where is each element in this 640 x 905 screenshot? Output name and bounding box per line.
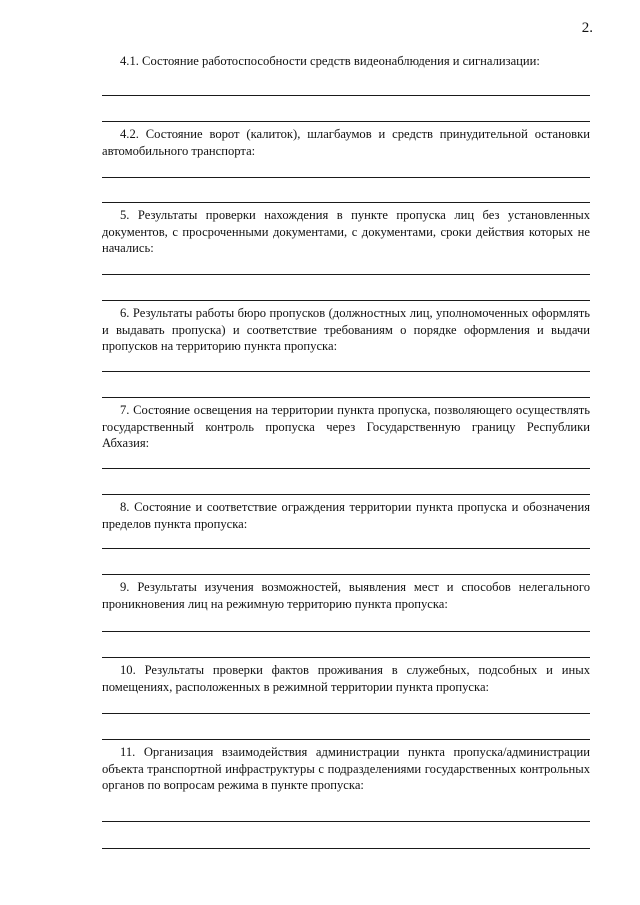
answer-line <box>102 848 590 849</box>
section-5 <box>102 207 590 257</box>
section-text: 4.1. Состояние работоспособности средств видеонаблюдения и сигнализации: <box>120 54 540 68</box>
answer-line <box>102 739 590 740</box>
section-4-2 <box>102 126 590 159</box>
section-4-1 <box>102 53 590 70</box>
answer-line <box>102 371 590 372</box>
section-text: 6. Результаты работы бюро пропусков (должностных лиц, уполномоченных оформлять и выдавать пропуска) и соответствие требованиям о порядке оформления и выдачи пропусков на территорию пункта пропуска: <box>102 306 590 353</box>
answer-line <box>102 300 590 301</box>
answer-line <box>102 121 590 122</box>
section-text: 8. Состояние и соответствие ограждения территории пункта пропуска и обозначения пределов пункта пропуска: <box>102 500 590 531</box>
answer-line <box>102 574 590 575</box>
section-text: 9. Результаты изучения возможностей, выявления мест и способов нелегального проникновения лиц на режимную территорию пункта пропуска: <box>102 580 590 611</box>
section-6 <box>102 305 590 355</box>
section-11 <box>102 744 590 794</box>
answer-line <box>102 274 590 275</box>
section-text: 5. Результаты проверки нахождения в пункте пропуска лиц без установленных документов, с просроченными документами, с документами, сроки действия которых не начались: <box>102 208 590 255</box>
section-10 <box>102 662 590 695</box>
section-text: 4.2. Состояние ворот (калиток), шлагбаумов и средств принудительной остановки автомобильного транспорта: <box>102 127 590 158</box>
answer-line <box>102 548 590 549</box>
answer-line <box>102 95 590 96</box>
answer-line <box>102 657 590 658</box>
answer-line <box>102 397 590 398</box>
section-7 <box>102 402 590 452</box>
answer-line <box>102 494 590 495</box>
section-text: 10. Результаты проверки фактов проживания в служебных, подсобных и иных помещениях, расположенных в режимной территории пункта пропуска: <box>102 663 590 694</box>
answer-line <box>102 821 590 822</box>
answer-line <box>102 713 590 714</box>
page-number: 2. <box>581 20 593 36</box>
answer-line <box>102 202 590 203</box>
section-9 <box>102 579 590 612</box>
section-text: 7. Состояние освещения на территории пункта пропуска, позволяющего осуществлять государственный контроль пропуска через Государственную границу Республики Абхазия: <box>102 403 590 450</box>
answer-line <box>102 468 590 469</box>
answer-line <box>102 631 590 632</box>
section-text: 11. Организация взаимодействия администрации пункта пропуска/администрации объекта транспортной инфраструктуры с подразделениями государственных контрольных органов по вопросам режима в пункте пропуска: <box>102 745 590 792</box>
answer-line <box>102 177 590 178</box>
section-8 <box>102 499 590 532</box>
